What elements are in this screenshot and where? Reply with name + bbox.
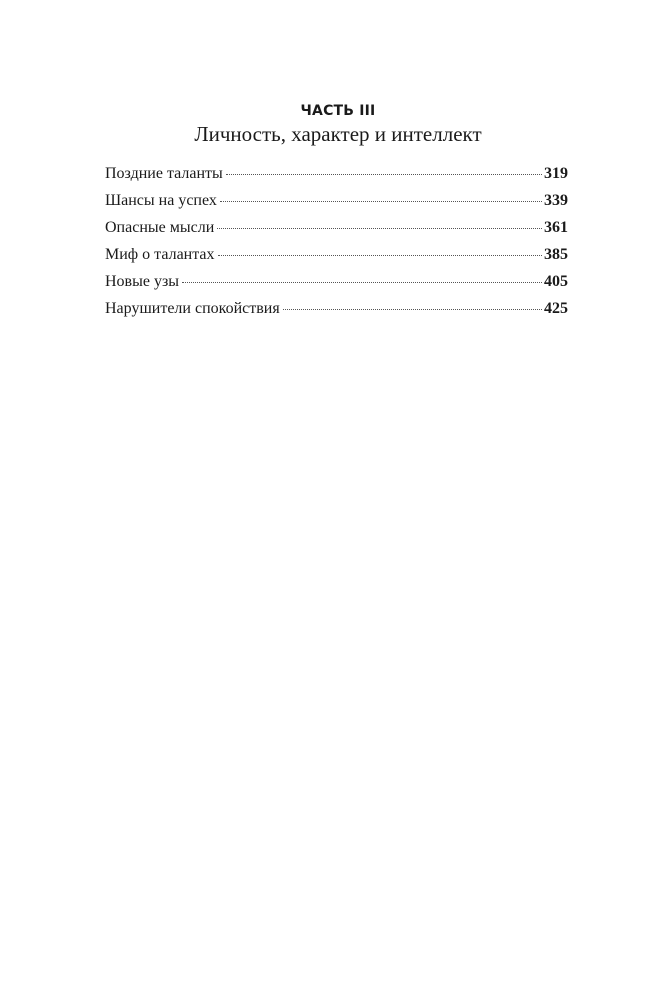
toc-entry-title: Поздние таланты (105, 165, 223, 182)
toc-entry-title: Новые узы (105, 273, 180, 290)
dot-leader (217, 228, 542, 229)
toc-entry-page: 405 (544, 273, 568, 290)
toc-entry[interactable] (105, 164, 568, 191)
toc-entry-page: 385 (544, 246, 568, 263)
toc-entry[interactable] (105, 245, 568, 272)
toc-entry-title: Опасные мысли (105, 219, 215, 236)
toc-entry-title: Нарушители спокойствия (105, 300, 280, 317)
table-of-contents (105, 164, 568, 326)
dot-leader (226, 174, 542, 175)
part-title: Личность, характер и интеллект (194, 122, 482, 146)
toc-entry-page: 319 (544, 165, 568, 182)
toc-entry[interactable] (105, 272, 568, 299)
dot-leader (283, 309, 542, 310)
toc-entry[interactable] (105, 218, 568, 245)
part-label: ЧАСТЬ III (300, 103, 376, 119)
toc-entry[interactable] (105, 299, 568, 326)
toc-entry-page: 339 (544, 192, 568, 209)
toc-entry-title: Шансы на успех (105, 192, 217, 209)
toc-entry[interactable] (105, 191, 568, 218)
dot-leader (182, 282, 542, 283)
toc-entry-page: 425 (544, 300, 568, 317)
dot-leader (220, 201, 542, 202)
part-header (0, 102, 664, 147)
toc-entry-title: Миф о талантах (105, 246, 215, 263)
dot-leader (218, 255, 542, 256)
toc-entry-page: 361 (544, 219, 568, 236)
